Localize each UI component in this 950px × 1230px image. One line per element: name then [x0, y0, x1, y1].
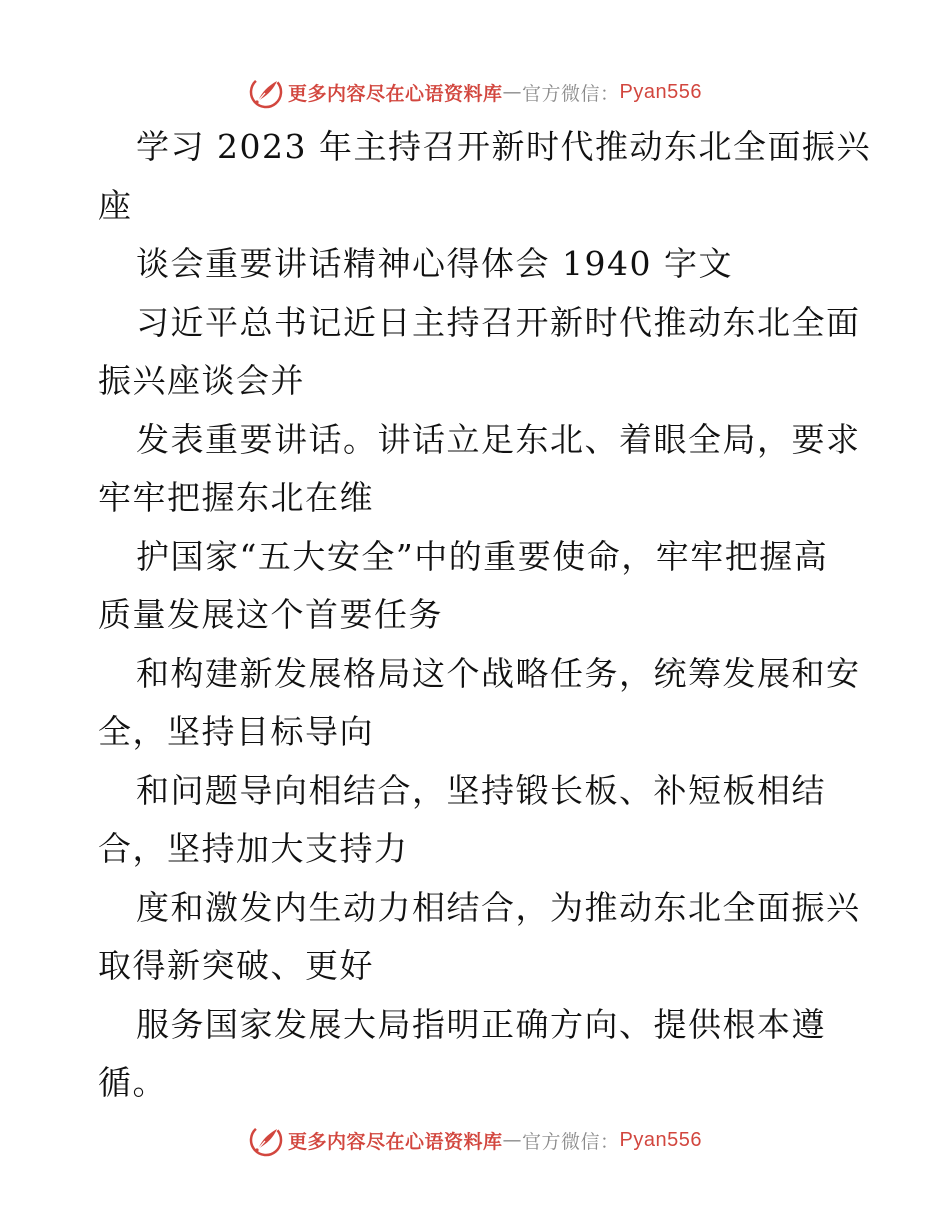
quill-pen-logo-icon — [248, 1122, 284, 1158]
doc-line: 服务国家发展大局指明正确方向、提供根本遵 — [136, 1004, 826, 1044]
banner-site-name: 更多内容尽在心语资料库 — [288, 1130, 503, 1153]
doc-line: 合，坚持加大支持力 — [98, 829, 409, 868]
header-watermark-banner — [0, 72, 950, 112]
doc-line: 和构建新发展格局这个战略任务，统筹发展和安 — [136, 653, 861, 693]
doc-line: 谈会重要讲话精神心得体会 1940 字文 — [136, 244, 733, 283]
banner-wechat-label: 官方微信： — [522, 82, 620, 105]
footer-watermark-banner — [0, 1120, 950, 1160]
quill-pen-logo-icon — [248, 74, 284, 110]
doc-line: 牢牢把握东北在维 — [98, 478, 374, 517]
doc-line: 学习 2023 年主持召开新时代推动东北全面振兴 — [136, 127, 871, 166]
doc-line: 振兴座谈会并 — [98, 361, 305, 400]
banner-dash: — — [502, 1129, 523, 1151]
doc-line: 质量发展这个首要任务 — [98, 595, 443, 634]
doc-line: 和问题导向相结合，坚持锻长板、补短板相结 — [136, 770, 826, 810]
banner-site-name: 更多内容尽在心语资料库 — [288, 82, 503, 105]
doc-line: 发表重要讲话。讲话立足东北、着眼全局，要求 — [136, 419, 861, 459]
document-body — [98, 118, 871, 1113]
banner-wechat-label: 官方微信： — [522, 1130, 620, 1153]
doc-line: 座 — [98, 185, 133, 225]
doc-line: 护国家“五大安全”中的重要使命，牢牢把握高 — [136, 536, 829, 576]
doc-line: 度和激发内生动力相结合，为推动东北全面振兴 — [136, 887, 861, 927]
doc-line: 全，坚持目标导向 — [98, 712, 374, 751]
doc-line: 取得新突破、更好 — [98, 946, 374, 985]
banner-wechat-id: Pyan556 — [619, 80, 702, 103]
banner-wechat-id: Pyan556 — [619, 1128, 702, 1151]
doc-line: 习近平总书记近日主持召开新时代推动东北全面 — [136, 302, 861, 342]
banner-dash: — — [502, 81, 523, 103]
doc-line: 循。 — [98, 1063, 167, 1102]
